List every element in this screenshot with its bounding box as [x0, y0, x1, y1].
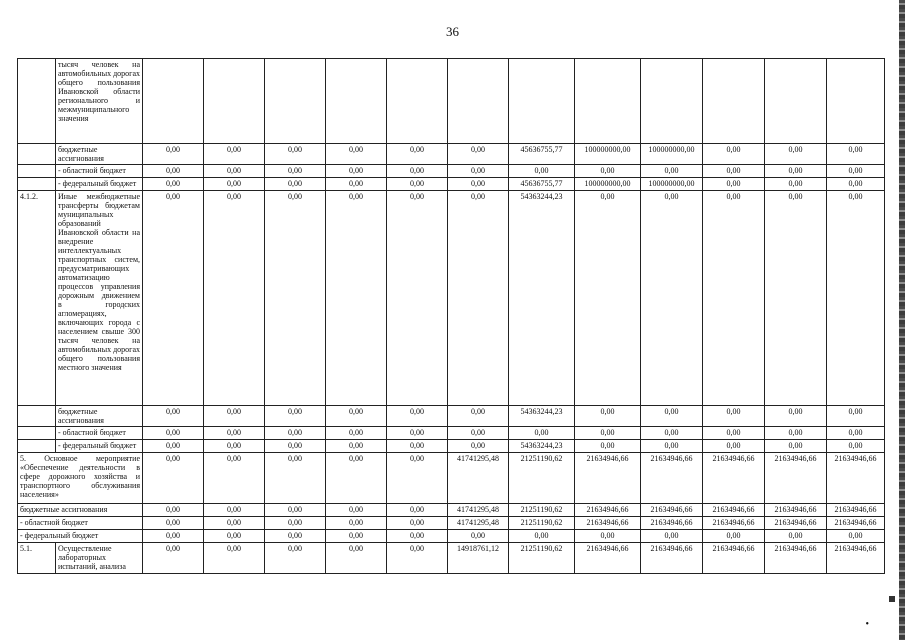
value-cell: 21634946,66 — [575, 543, 641, 574]
value-cell: 0,00 — [204, 530, 265, 543]
value-cell: 0,00 — [143, 504, 204, 517]
row-number — [18, 406, 56, 427]
row-number — [18, 440, 56, 453]
value-cell — [641, 59, 703, 144]
value-cell: 21634946,66 — [827, 543, 885, 574]
value-cell: 0,00 — [765, 427, 827, 440]
value-cell: 0,00 — [326, 530, 387, 543]
value-cell: 0,00 — [703, 178, 765, 191]
value-cell: 21634946,66 — [703, 517, 765, 530]
value-cell: 100000000,00 — [575, 144, 641, 165]
value-cell: 21251190,62 — [509, 453, 575, 504]
value-cell: 0,00 — [387, 440, 448, 453]
value-cell: 0,00 — [641, 530, 703, 543]
budget-table — [17, 58, 885, 574]
value-cell: 0,00 — [765, 165, 827, 178]
table-row — [18, 440, 885, 453]
value-cell: 0,00 — [387, 406, 448, 427]
value-cell: 0,00 — [827, 530, 885, 543]
value-cell — [326, 59, 387, 144]
row-label: 5. Основное мероприятие «Обеспечение деятельности в сфере дорожного хозяйства и транспортного обслуживания населения» — [18, 453, 143, 504]
value-cell: 21634946,66 — [641, 517, 703, 530]
value-cell — [265, 59, 326, 144]
table-row — [18, 59, 885, 144]
value-cell: 0,00 — [387, 191, 448, 406]
row-number — [18, 144, 56, 165]
value-cell: 0,00 — [641, 427, 703, 440]
value-cell: 0,00 — [265, 178, 326, 191]
value-cell: 21634946,66 — [575, 504, 641, 517]
table-row — [18, 530, 885, 543]
value-cell: 0,00 — [765, 144, 827, 165]
value-cell: 41741295,48 — [448, 504, 509, 517]
value-cell: 0,00 — [509, 427, 575, 440]
value-cell: 0,00 — [509, 165, 575, 178]
value-cell: 0,00 — [827, 144, 885, 165]
value-cell: 21251190,62 — [509, 543, 575, 574]
value-cell — [387, 59, 448, 144]
value-cell: 0,00 — [448, 144, 509, 165]
value-cell: 21634946,66 — [641, 543, 703, 574]
value-cell: 41741295,48 — [448, 453, 509, 504]
value-cell: 0,00 — [703, 165, 765, 178]
value-cell: 0,00 — [575, 191, 641, 406]
value-cell — [204, 59, 265, 144]
value-cell: 0,00 — [387, 427, 448, 440]
value-cell: 0,00 — [387, 543, 448, 574]
value-cell: 100000000,00 — [641, 144, 703, 165]
scan-dot: • — [865, 619, 869, 630]
value-cell: 0,00 — [143, 427, 204, 440]
value-cell: 0,00 — [326, 406, 387, 427]
value-cell: 0,00 — [448, 427, 509, 440]
value-cell: 0,00 — [143, 530, 204, 543]
value-cell: 0,00 — [204, 517, 265, 530]
value-cell: 0,00 — [326, 427, 387, 440]
table-row — [18, 178, 885, 191]
value-cell: 0,00 — [387, 453, 448, 504]
table-row — [18, 427, 885, 440]
row-number — [18, 165, 56, 178]
row-number — [18, 427, 56, 440]
value-cell: 0,00 — [204, 453, 265, 504]
value-cell: 0,00 — [448, 191, 509, 406]
value-cell: 0,00 — [204, 440, 265, 453]
value-cell: 0,00 — [765, 178, 827, 191]
table-row — [18, 191, 885, 406]
value-cell: 21634946,66 — [765, 543, 827, 574]
value-cell: 0,00 — [703, 530, 765, 543]
value-cell: 0,00 — [827, 178, 885, 191]
row-label: - областной бюджет — [56, 427, 143, 440]
row-label: тысяч человек на автомобильных дорогах общего пользования Ивановской области регионального и межмуниципального значения — [56, 59, 143, 144]
value-cell: 0,00 — [448, 530, 509, 543]
value-cell: 0,00 — [641, 406, 703, 427]
table-row — [18, 504, 885, 517]
value-cell: 0,00 — [326, 543, 387, 574]
value-cell: 0,00 — [143, 144, 204, 165]
value-cell: 0,00 — [387, 144, 448, 165]
value-cell: 0,00 — [143, 165, 204, 178]
row-label: - федеральный бюджет — [56, 178, 143, 191]
value-cell — [575, 59, 641, 144]
scan-mark — [889, 596, 895, 602]
value-cell: 0,00 — [265, 427, 326, 440]
table-row — [18, 543, 885, 574]
value-cell: 0,00 — [387, 504, 448, 517]
value-cell: 0,00 — [326, 178, 387, 191]
row-number — [18, 59, 56, 144]
value-cell: 14918761,12 — [448, 543, 509, 574]
value-cell: 0,00 — [703, 440, 765, 453]
row-label: бюджетные ассигнования — [56, 144, 143, 165]
value-cell: 0,00 — [204, 191, 265, 406]
value-cell: 21634946,66 — [827, 453, 885, 504]
scan-edge — [899, 0, 905, 640]
value-cell: 21634946,66 — [827, 504, 885, 517]
value-cell: 0,00 — [765, 191, 827, 406]
value-cell: 0,00 — [265, 165, 326, 178]
value-cell — [448, 59, 509, 144]
value-cell: 0,00 — [575, 427, 641, 440]
table-row — [18, 165, 885, 178]
value-cell: 0,00 — [326, 517, 387, 530]
value-cell: 0,00 — [703, 406, 765, 427]
value-cell: 100000000,00 — [641, 178, 703, 191]
value-cell: 0,00 — [204, 427, 265, 440]
value-cell: 21634946,66 — [575, 517, 641, 530]
value-cell: 0,00 — [204, 144, 265, 165]
value-cell: 21634946,66 — [641, 504, 703, 517]
value-cell: 0,00 — [509, 530, 575, 543]
row-label: Осуществление лабораторных испытаний, анализа — [56, 543, 143, 574]
value-cell: 21251190,62 — [509, 517, 575, 530]
value-cell: 21634946,66 — [703, 504, 765, 517]
row-label: - областной бюджет — [18, 517, 143, 530]
value-cell: 21634946,66 — [827, 517, 885, 530]
value-cell: 41741295,48 — [448, 517, 509, 530]
value-cell: 0,00 — [265, 453, 326, 504]
table-row — [18, 517, 885, 530]
value-cell: 54363244,23 — [509, 440, 575, 453]
value-cell: 100000000,00 — [575, 178, 641, 191]
page-number: 36 — [446, 24, 459, 39]
row-number: 4.1.2. — [18, 191, 56, 406]
value-cell: 0,00 — [575, 530, 641, 543]
value-cell: 0,00 — [703, 427, 765, 440]
value-cell: 0,00 — [827, 440, 885, 453]
table-body — [18, 59, 885, 574]
value-cell: 21634946,66 — [641, 453, 703, 504]
value-cell: 0,00 — [326, 440, 387, 453]
row-number — [18, 178, 56, 191]
value-cell: 0,00 — [703, 191, 765, 406]
value-cell: 0,00 — [265, 406, 326, 427]
value-cell: 0,00 — [387, 530, 448, 543]
value-cell: 0,00 — [265, 504, 326, 517]
value-cell: 0,00 — [143, 517, 204, 530]
value-cell: 0,00 — [827, 191, 885, 406]
value-cell: 0,00 — [326, 453, 387, 504]
value-cell: 0,00 — [326, 165, 387, 178]
value-cell: 0,00 — [827, 165, 885, 178]
value-cell: 21634946,66 — [765, 517, 827, 530]
value-cell: 0,00 — [204, 178, 265, 191]
value-cell: 45636755,77 — [509, 144, 575, 165]
value-cell — [143, 59, 204, 144]
row-label: бюджетные ассигнования — [56, 406, 143, 427]
value-cell: 0,00 — [326, 504, 387, 517]
value-cell: 0,00 — [827, 427, 885, 440]
row-label: - федеральный бюджет — [18, 530, 143, 543]
value-cell: 0,00 — [575, 165, 641, 178]
value-cell: 21634946,66 — [575, 453, 641, 504]
value-cell: 0,00 — [641, 191, 703, 406]
value-cell: 0,00 — [575, 440, 641, 453]
value-cell: 21634946,66 — [703, 453, 765, 504]
value-cell: 0,00 — [265, 440, 326, 453]
value-cell: 0,00 — [641, 440, 703, 453]
value-cell: 0,00 — [204, 165, 265, 178]
row-label: - федеральный бюджет — [56, 440, 143, 453]
value-cell: 21634946,66 — [765, 504, 827, 517]
row-number: 5.1. — [18, 543, 56, 574]
value-cell: 0,00 — [204, 543, 265, 574]
value-cell — [765, 59, 827, 144]
value-cell: 0,00 — [765, 406, 827, 427]
value-cell: 0,00 — [143, 191, 204, 406]
value-cell: 0,00 — [448, 165, 509, 178]
table-row — [18, 144, 885, 165]
value-cell: 0,00 — [265, 144, 326, 165]
value-cell: 0,00 — [387, 178, 448, 191]
value-cell: 21634946,66 — [703, 543, 765, 574]
value-cell: 0,00 — [143, 453, 204, 504]
value-cell: 0,00 — [326, 191, 387, 406]
value-cell: 0,00 — [265, 517, 326, 530]
value-cell — [509, 59, 575, 144]
value-cell: 0,00 — [143, 406, 204, 427]
row-label: бюджетные ассигнования — [18, 504, 143, 517]
value-cell: 0,00 — [204, 504, 265, 517]
value-cell: 0,00 — [641, 165, 703, 178]
value-cell: 0,00 — [265, 191, 326, 406]
value-cell: 0,00 — [765, 440, 827, 453]
value-cell: 0,00 — [448, 440, 509, 453]
value-cell: 21251190,62 — [509, 504, 575, 517]
value-cell: 0,00 — [265, 530, 326, 543]
value-cell: 0,00 — [703, 144, 765, 165]
value-cell: 0,00 — [387, 517, 448, 530]
value-cell: 0,00 — [387, 165, 448, 178]
table-row — [18, 406, 885, 427]
value-cell: 21634946,66 — [765, 453, 827, 504]
row-label: Иные межбюджетные трансферты бюджетам муниципальных образований Ивановской области на внедрение интеллектуальных транспортных систем, предусматривающих автоматизацию процессов управления дорожным движением в городских агломерациях, включающих города с населением свыше 300 тысяч человек на автомобильных дорогах общего пользования местного значения — [56, 191, 143, 406]
value-cell: 0,00 — [143, 178, 204, 191]
value-cell: 0,00 — [143, 440, 204, 453]
value-cell: 0,00 — [575, 406, 641, 427]
value-cell: 0,00 — [448, 178, 509, 191]
value-cell: 0,00 — [448, 406, 509, 427]
value-cell: 45636755,77 — [509, 178, 575, 191]
table-row — [18, 453, 885, 504]
value-cell: 0,00 — [827, 406, 885, 427]
row-label: - областной бюджет — [56, 165, 143, 178]
value-cell: 54363244,23 — [509, 191, 575, 406]
value-cell: 54363244,23 — [509, 406, 575, 427]
value-cell: 0,00 — [143, 543, 204, 574]
value-cell: 0,00 — [204, 406, 265, 427]
value-cell: 0,00 — [326, 144, 387, 165]
value-cell: 0,00 — [265, 543, 326, 574]
value-cell — [703, 59, 765, 144]
value-cell: 0,00 — [765, 530, 827, 543]
value-cell — [827, 59, 885, 144]
